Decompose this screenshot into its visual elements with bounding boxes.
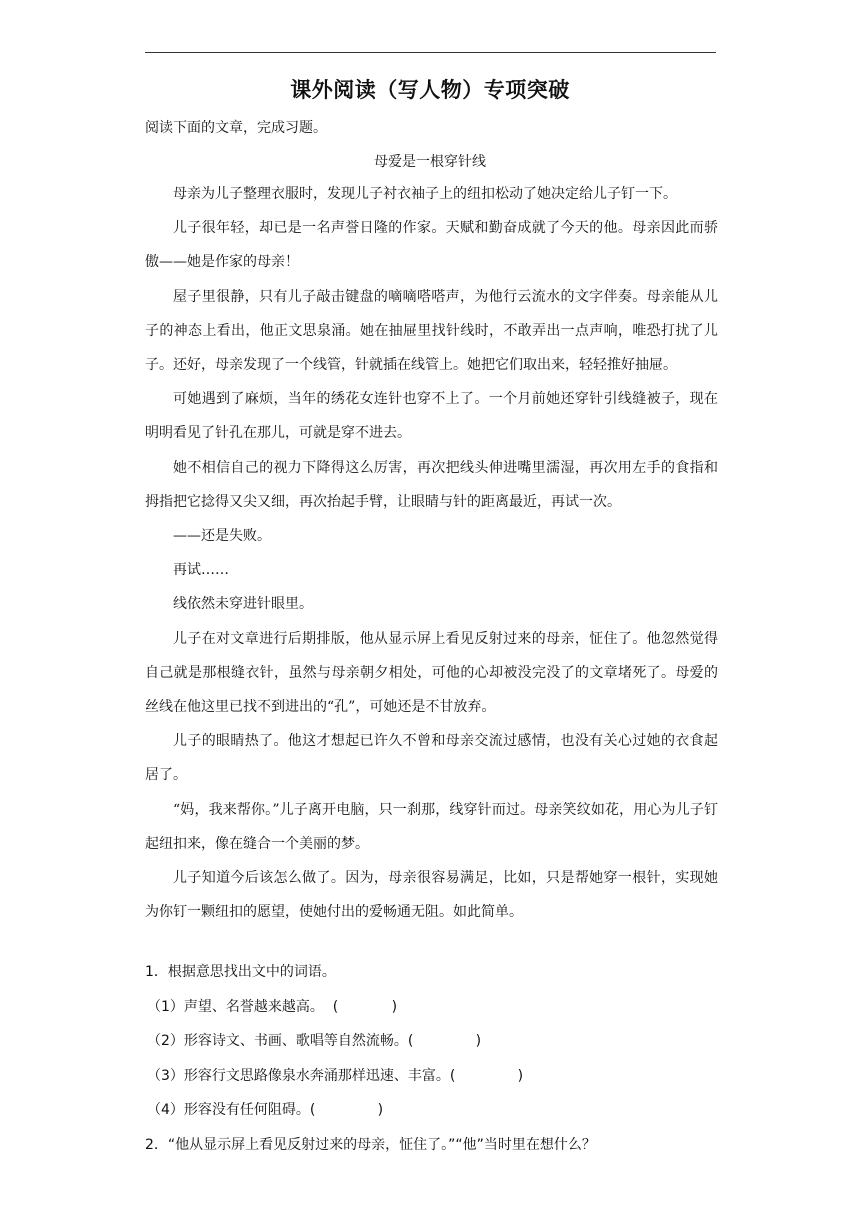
page-title: 课外阅读（写人物）专项突破 <box>290 78 570 102</box>
article-paragraph: 儿子在对文章进行后期排版，他从显示屏上看见反射过来的母亲，怔住了。他忽然觉得自己就是那根缝衣针，虽然与母亲朝夕相处，可他的心却被没完没了的文章堵死了。母爱的丝线在他这里已找不到进出的“孔”，可她还是不甘放弃。 <box>145 630 718 716</box>
article-paragraph: 屋子里很静，只有儿子敲击键盘的嘀嘀嗒嗒声，为他行云流水的文字伴奏。母亲能从儿子的神态上看出，他正文思泉涌。她在抽屉里找针线时，不敢弄出一点声响，唯恐打扰了儿子。还好，母亲发现了一个线管，针就插在线管上。她把它们取出来，轻轻推好抽屉。 <box>145 288 718 374</box>
article-paragraph: 母亲为儿子整理衣服时，发现儿子衬衣袖子上的纽扣松动了她决定给儿子钉一下。 <box>173 186 677 202</box>
reading-instruction: 阅读下面的文章，完成习题。 <box>145 120 327 136</box>
question-1-item: （3）形容行文思路像泉水奔涌那样迅速、丰富。( ) <box>147 1067 524 1084</box>
article-paragraph: 她不相信自己的视力下降得这么厉害，再次把线头伸进嘴里濡湿，再次用左手的食指和拇指把它捻得又尖又细，再次抬起手臂，让眼睛与针的距离最近，再试一次。 <box>145 459 718 510</box>
questions-section <box>145 955 720 1162</box>
question-1-item: （4）形容没有任何阻碍。( ) <box>147 1102 384 1118</box>
article-body <box>145 177 718 929</box>
article-paragraph: 可她遇到了麻烦，当年的绣花女连针也穿不上了。一个月前她还穿针引线缝被子，现在明明看见了针孔在那儿，可就是穿不进去。 <box>145 391 718 442</box>
article-paragraph: 儿子的眼睛热了。他这才想起已许久不曾和母亲交流过感情，也没有关心过她的衣食起居了。 <box>145 733 718 784</box>
article-paragraph: 线依然未穿进针眼里。 <box>173 596 313 613</box>
question-1: 1．根据意思找出文中的词语。 <box>145 964 336 980</box>
header-rule <box>145 52 716 53</box>
question-2: 2．“他从显示屏上看见反射过来的母亲，怔住了。”“他”当时里在想什么？ <box>145 1136 596 1153</box>
question-1-item: （1）声望、名誉越来越高。 ( ) <box>147 998 398 1015</box>
article-paragraph: “妈，我来帮你。”儿子离开电脑，只一刹那，线穿针而过。母亲笑纹如花，用心为儿子钉起纽扣来，像在缝合一个美丽的梦。 <box>145 801 718 852</box>
question-1-item: （2）形容诗文、书画、歌唱等自然流畅。( ) <box>147 1033 482 1049</box>
article-paragraph: 儿子很年轻，却已是一名声誉日隆的作家。天赋和勤奋成就了今天的他。母亲因此而骄傲——她是作家的母亲！ <box>145 220 718 271</box>
article-paragraph: ——还是失败。 <box>173 528 271 545</box>
article-paragraph: 再试…… <box>173 562 229 579</box>
article-title: 母爱是一根穿针线 <box>374 154 486 170</box>
article-paragraph: 儿子知道今后该怎么做了。因为，母亲很容易满足，比如，只是帮她穿一根针，实现她为你钉一颗纽扣的愿望，使她付出的爱畅通无阻。如此简单。 <box>145 870 718 921</box>
